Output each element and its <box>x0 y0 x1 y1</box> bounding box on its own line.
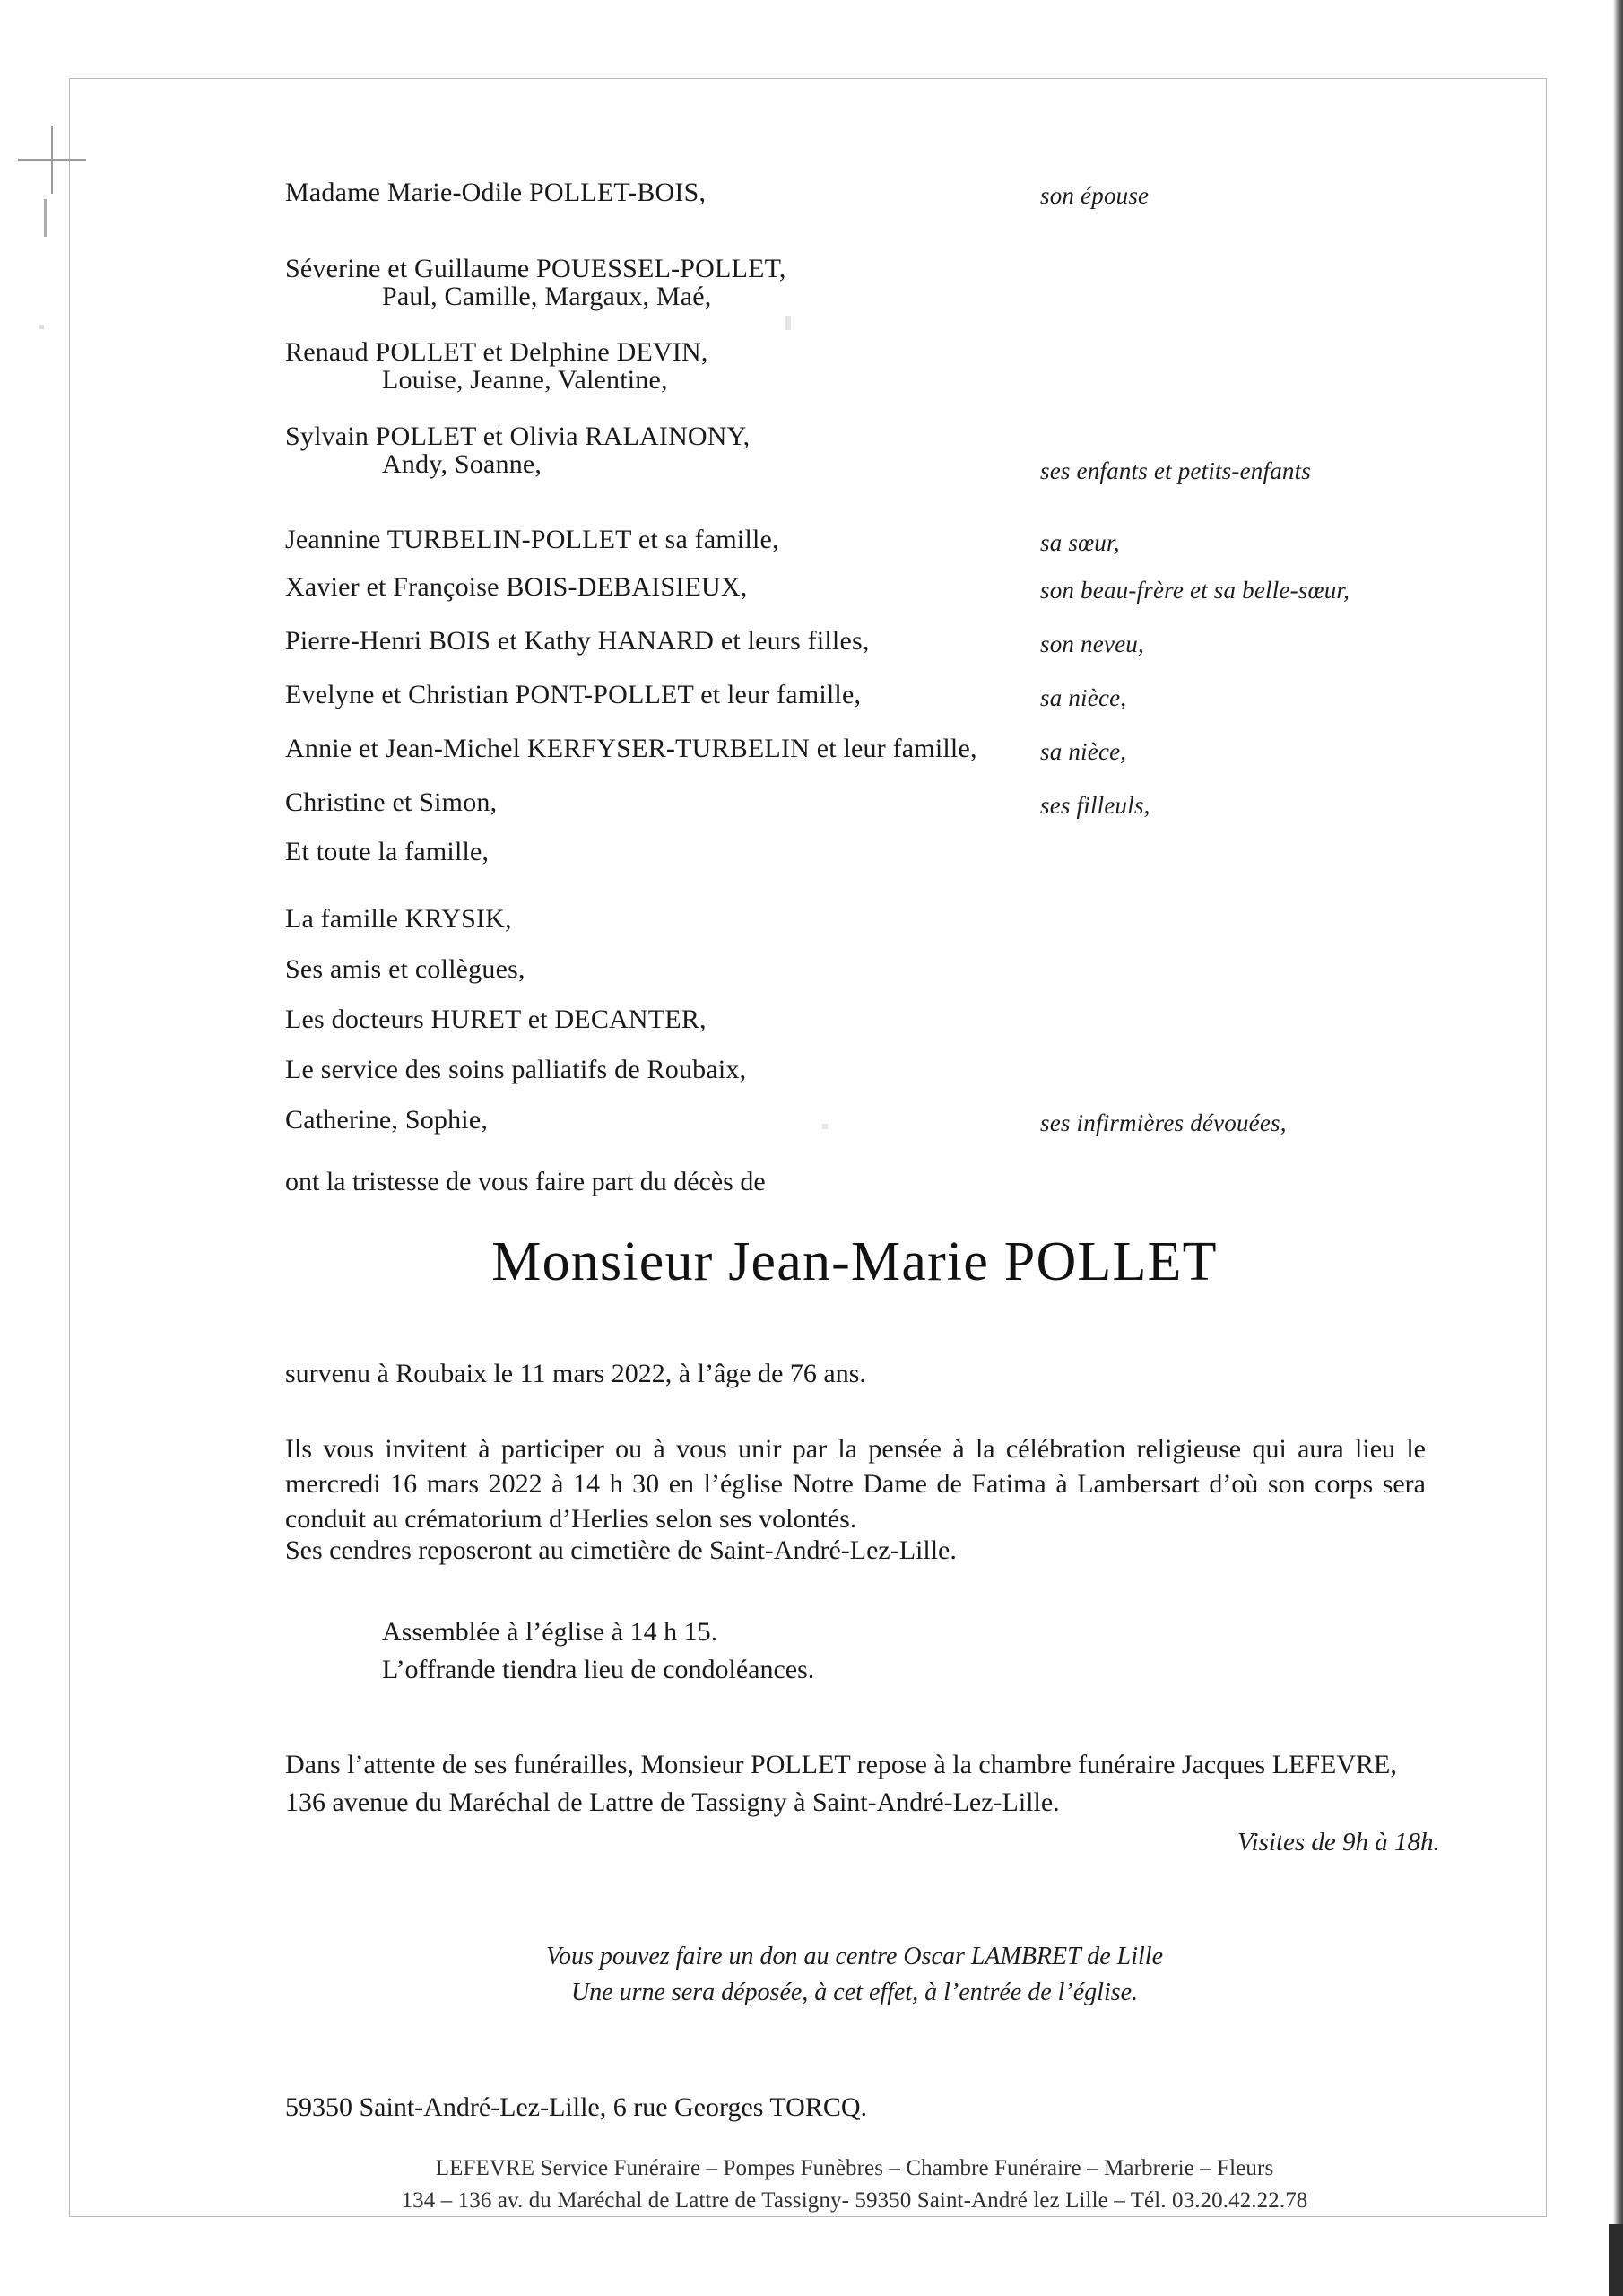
footer-line-2: 134 – 136 av. du Maréchal de Lattre de Tassigny- 59350 Saint-André lez Lille – Tél. 03.20.42.22.78 <box>401 2187 1308 2213</box>
family-entry-line: Catherine, Sophie, <box>285 1105 489 1135</box>
family-entry <box>285 956 1424 984</box>
relation-label: son neveu, <box>1040 631 1144 657</box>
relation-label: sa sœur, <box>1040 529 1120 556</box>
family-entry-line: Louise, Jeanne, Valentine, <box>382 364 668 395</box>
family-entry-line: Annie et Jean-Michel KERFYSER-TURBELIN et leur famille, <box>285 734 977 763</box>
family-entry-line: Pierre-Henri BOIS et Kathy HANARD et leurs filles, <box>285 626 870 656</box>
family-entry <box>285 735 1424 763</box>
family-entry-line: Jeannine TURBELIN-POLLET et sa famille, <box>285 525 779 554</box>
family-entry-line: Séverine et Guillaume POUESSEL-POLLET, <box>285 254 786 283</box>
funeral-home-line-2: 136 avenue du Maréchal de Lattre de Tassigny à Saint-André-Lez-Lille. <box>285 1787 1060 1817</box>
family-entry-line: Sylvain POLLET et Olivia RALAINONY, <box>285 422 751 451</box>
family-entry-line: Le service des soins palliatifs de Roubaix, <box>285 1055 747 1084</box>
relation-label: ses enfants et petits-enfants <box>1040 457 1312 484</box>
death-details: survenu à Roubaix le 11 mars 2022, à l’âge de 76 ans. <box>285 1359 866 1388</box>
relation-label: ses infirmières dévouées, <box>1040 1109 1287 1136</box>
donation-line-2: Une urne sera déposée, à cet effet, à l’entrée de l’église. <box>570 1979 1139 2006</box>
family-entry-line: Madame Marie-Odile POLLET-BOIS, <box>285 178 707 207</box>
gathering-line-1: Assemblée à l’église à 14 h 15. <box>382 1617 718 1647</box>
relation-label: son beau-frère et sa belle-sœur, <box>1040 577 1350 604</box>
family-entry-line: La famille KRYSIK, <box>285 904 512 934</box>
family-entry <box>285 1057 1424 1084</box>
family-entry <box>285 789 1424 817</box>
family-entry <box>285 682 1424 709</box>
family-entry <box>285 1006 1424 1034</box>
relation-label: son épouse <box>1040 182 1150 209</box>
funeral-home-line-1: Dans l’attente de ses funérailles, Monsieur POLLET repose à la chambre funéraire Jacques LEFEVRE, <box>285 1750 1397 1779</box>
family-entry-line: Christine et Simon, <box>285 787 498 817</box>
family-entry-line: Andy, Soanne, <box>382 448 542 479</box>
deceased-name: Monsieur Jean-Marie POLLET <box>491 1231 1218 1292</box>
family-entry <box>285 526 1424 554</box>
relation-label: ses filleuls, <box>1040 792 1150 819</box>
family-entry-line: Renaud POLLET et Delphine DEVIN, <box>285 337 708 367</box>
family-entry <box>285 906 1424 934</box>
footer-line-1: LEFEVRE Service Funéraire – Pompes Funèbres – Chambre Funéraire – Marbrerie – Fleurs <box>435 2156 1274 2180</box>
relation-label: sa nièce, <box>1040 684 1127 711</box>
visiting-hours: Visites de 9h à 18h. <box>1237 1828 1440 1857</box>
family-entry <box>285 339 1424 394</box>
footer <box>285 2152 1424 2216</box>
family-entry <box>285 839 1424 866</box>
family-entry <box>285 179 1424 207</box>
family-entry <box>285 256 1424 310</box>
ceremony-paragraph: Ils vous invitent à participer ou à vous unir par la pensée à la célébration religieuse qui aura lieu le mercredi 16 mars 2022 à 14 h 30 en l’église Notre Dame de Fatima à Lambersart d’où son corps sera conduit au crématorium d’Herlies selon ses volontés. <box>285 1434 1426 1534</box>
family-entry-line: Xavier et Françoise BOIS-DEBAISIEUX, <box>285 572 748 602</box>
family-entry-line: Ses amis et collègues, <box>285 954 525 984</box>
family-entry-line: Et toute la famille, <box>285 837 490 866</box>
family-entry <box>285 628 1424 656</box>
family-entry-line: Evelyne et Christian PONT-POLLET et leur famille, <box>285 680 862 709</box>
relation-label: sa nièce, <box>1040 738 1127 765</box>
family-entry-line: Paul, Camille, Margaux, Maé, <box>382 281 712 311</box>
donation-line-1: Vous pouvez faire un don au centre Oscar LAMBRET de Lille <box>546 1943 1163 1970</box>
address-line: 59350 Saint-André-Lez-Lille, 6 rue Georges TORCQ. <box>285 2092 868 2122</box>
family-entry-line: Les docteurs HURET et DECANTER, <box>285 1004 707 1034</box>
announcement-lead-in: ont la tristesse de vous faire part du décès de <box>285 1167 766 1196</box>
ashes-line: Ses cendres reposeront au cimetière de Saint-André-Lez-Lille. <box>285 1535 957 1565</box>
gathering-line-2: L’offrande tiendra lieu de condoléances. <box>382 1655 815 1684</box>
